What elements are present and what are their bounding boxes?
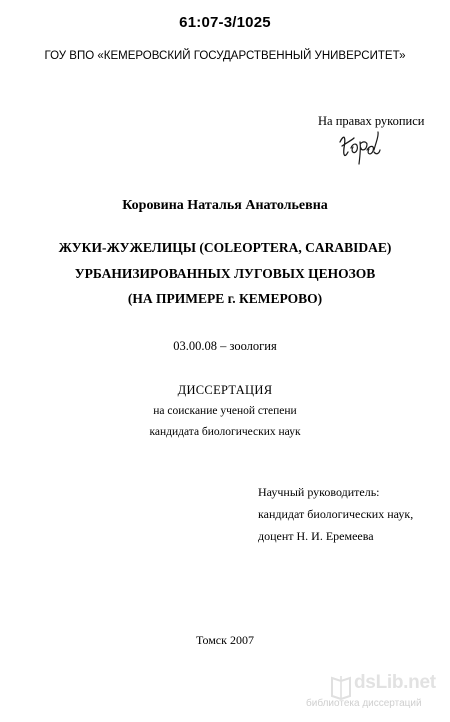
title-line-3: (НА ПРИМЕРЕ г. КЕМЕРОВО) [127,291,323,306]
watermark-brand: dsLib.net [354,672,436,693]
title-line-1: ЖУКИ-ЖУЖЕЛИЦЫ (COLEOPTERA, CARABIDAE) [58,240,392,255]
degree-line-1: на соискание ученой степени [153,405,297,417]
handwritten-signature [336,128,382,166]
author-name: Коровина Наталья Анатольевна [122,198,328,213]
supervisor-degree: кандидат биологических наук, [258,507,414,521]
degree-line-2: кандидата биологических наук [149,426,301,438]
document-type: ДИССЕРТАЦИЯ [177,383,273,397]
city-year: Томск 2007 [196,633,254,647]
catalog-number: 61:07-3/1025 [179,14,271,31]
supervisor-label: Научный руководитель: [258,485,380,499]
title-line-2: УРБАНИЗИРОВАННЫХ ЛУГОВЫХ ЦЕНОЗОВ [74,266,376,281]
university-name: ГОУ ВПО «КЕМЕРОВСКИЙ ГОСУДАРСТВЕННЫЙ УНИВЕРСИТЕТ» [44,50,406,62]
supervisor-name: доцент Н. И. Еремеева [258,529,374,543]
book-icon [330,674,352,700]
specialty-code: 03.00.08 – зоология [173,339,277,353]
manuscript-rights-label: На правах рукописи [318,114,425,128]
dslib-watermark[interactable] [306,672,438,712]
watermark-tagline: библиотека диссертаций [306,698,422,709]
